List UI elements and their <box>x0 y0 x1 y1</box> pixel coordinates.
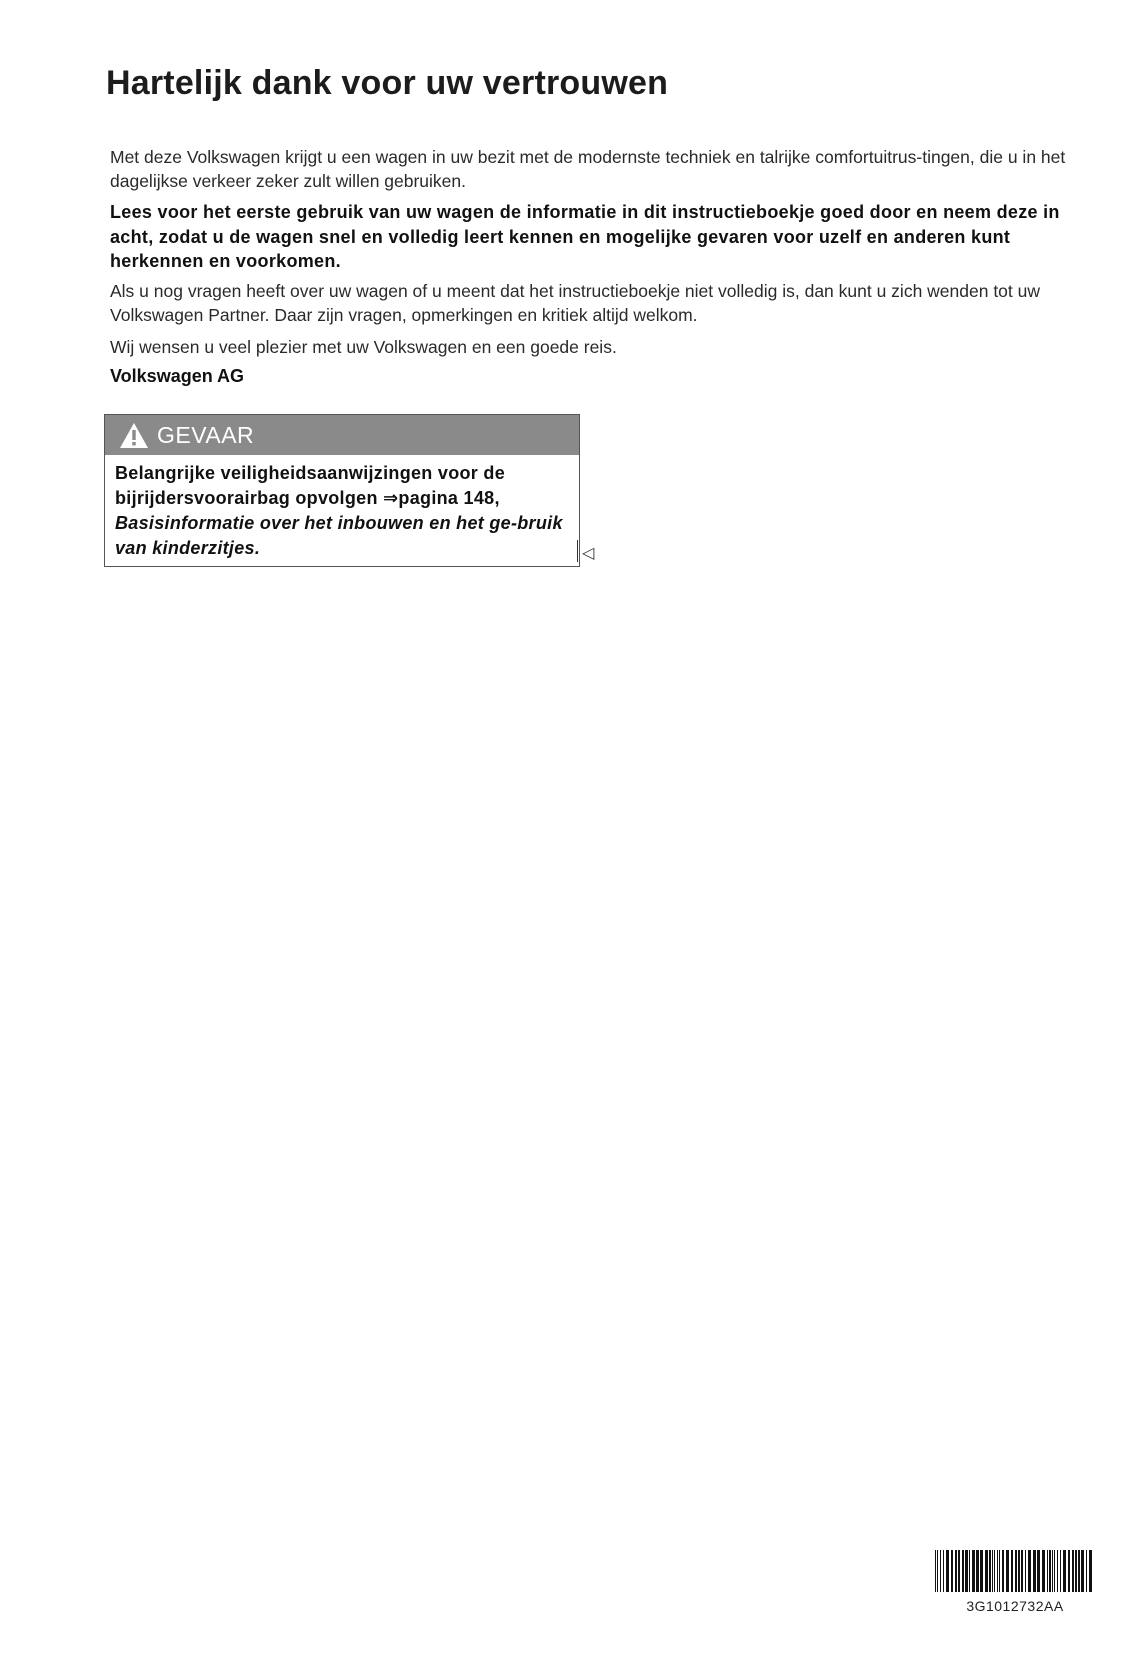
section-end-bar <box>577 540 578 562</box>
warning-title: GEVAAR <box>157 421 255 448</box>
barcode-bars <box>935 1550 1095 1592</box>
questions-paragraph: Als u nog vragen heeft over uw wagen of u meent dat het instructieboekje niet volledig is, dan kunt u zich wenden tot uw Volkswagen Partner. Daar zijn vragen, opmerkingen en kritiek altijd welkom. <box>110 281 1041 325</box>
wish-paragraph: Wij wensen u veel plezier met uw Volkswagen en een goede reis. <box>110 337 617 357</box>
section-end-marker: ◁ <box>582 545 595 562</box>
danger-warning-box <box>104 414 580 567</box>
bold-notice-paragraph: Lees voor het eerste gebruik van uw wagen de informatie in dit instructieboekje goed door en neem deze in acht, zodat u de wagen snel en volledig leert kennen en mogelijke gevaren voor uzelf en anderen kunt herkennen en voorkomen. <box>110 202 1060 271</box>
page-title: Hartelijk dank voor uw vertrouwen <box>106 64 669 102</box>
warning-reference: Basisinformatie over het inbouwen en het ge-bruik van kinderzitjes. <box>115 513 563 558</box>
intro-paragraph: Met deze Volkswagen krijgt u een wagen in uw bezit met de modernste techniek en talrijke comfortuitrus-tingen, die u in het dagelijkse verkeer zeker zult willen gebruiken. <box>110 147 1066 191</box>
warning-header <box>105 414 579 455</box>
barcode <box>935 1550 1095 1614</box>
warning-body <box>105 455 579 561</box>
barcode-number: 3G1012732AA <box>966 1598 1064 1614</box>
warning-text: Belangrijke veiligheidsaanwijzingen voor de bijrijdersvoorairbag opvolgen ⇒pagina 148, <box>115 463 506 508</box>
warning-triangle-icon <box>119 422 149 449</box>
signature: Volkswagen AG <box>110 366 245 386</box>
